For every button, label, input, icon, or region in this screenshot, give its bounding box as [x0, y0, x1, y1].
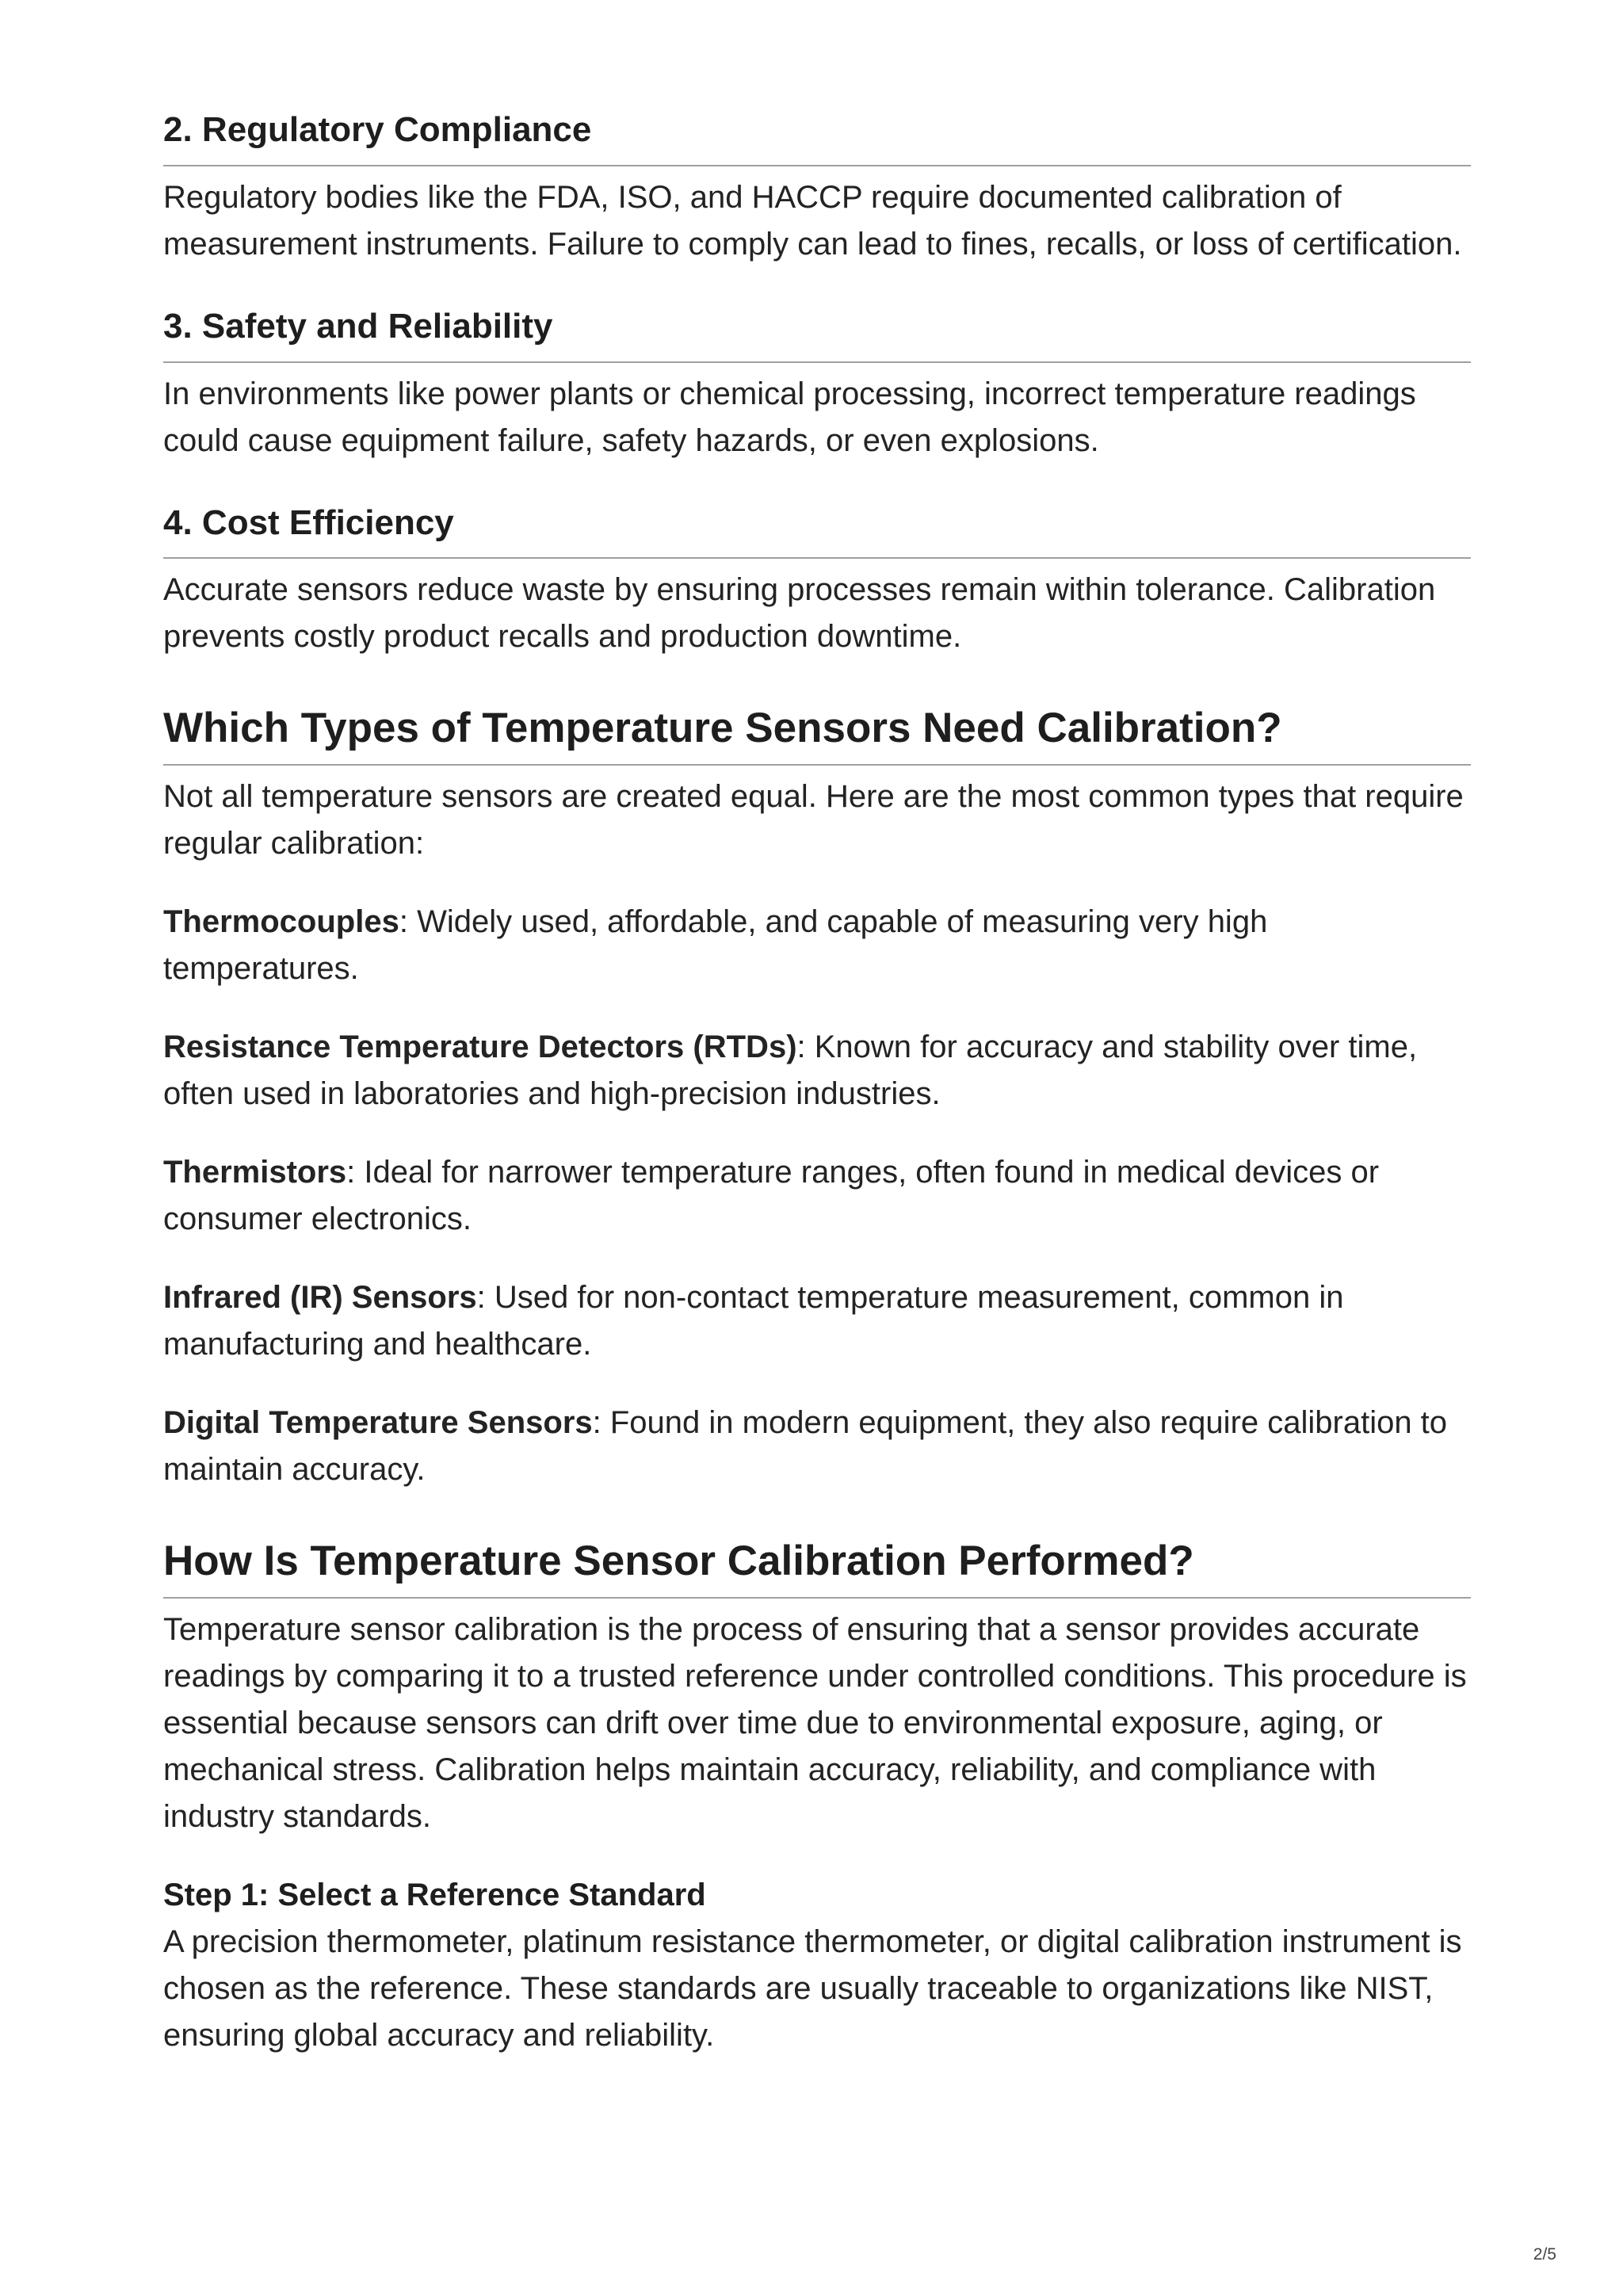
section-heading: 3. Safety and Reliability [163, 306, 1471, 363]
step-body: A precision thermometer, platinum resistance thermometer, or digital calibration instrument is chosen as the reference. These standards are usually traceable to organizations like NIST, ensuring global accuracy and reliability. [163, 1924, 1462, 2053]
section-body: Regulatory bodies like the FDA, ISO, and HACCP require documented calibration of measurement instruments. Failure to comply can lead to fines, recalls, or loss of certification. [163, 179, 1462, 262]
sensor-type-term: Thermistors [163, 1154, 347, 1190]
sensor-type-desc: : Ideal for narrower temperature ranges, often found in medical devices or consumer electronics. [163, 1154, 1380, 1236]
sensor-type-item [163, 1274, 1471, 1368]
section-heading: Which Types of Temperature Sensors Need Calibration? [163, 703, 1471, 766]
section-sensor-types [163, 703, 1471, 1493]
sensor-type-term: Resistance Temperature Detectors (RTDs) [163, 1029, 797, 1064]
section-intro: Not all temperature sensors are created equal. Here are the most common types that require regular calibration: [163, 778, 1464, 861]
sensor-type-item [163, 1149, 1471, 1243]
sensor-type-item [163, 1400, 1471, 1493]
section-calibration-process [163, 1536, 1471, 2059]
section-heading: 2. Regulatory Compliance [163, 109, 1471, 166]
sensor-type-desc: : Widely used, affordable, and capable of measuring very high temperatures. [163, 904, 1268, 986]
step-title: Step 1: Select a Reference Standard [163, 1877, 706, 1912]
page-number: 2/5 [1533, 2245, 1556, 2264]
sensor-type-term: Thermocouples [163, 904, 399, 939]
section-heading: 4. Cost Efficiency [163, 502, 1471, 560]
section-heading: How Is Temperature Sensor Calibration Performed? [163, 1536, 1471, 1599]
sensor-type-desc: : Known for accuracy and stability over time, often used in laboratories and high-precision industries. [163, 1029, 1418, 1111]
sensor-type-item [163, 899, 1471, 992]
sensor-type-desc: : Found in modern equipment, they also require calibration to maintain accuracy. [163, 1404, 1448, 1487]
section-body: Accurate sensors reduce waste by ensuring processes remain within tolerance. Calibration prevents costly product recalls and production downtime. [163, 572, 1436, 655]
sensor-type-item [163, 1024, 1471, 1117]
section-cost-efficiency [163, 502, 1471, 661]
sensor-type-term: Digital Temperature Sensors [163, 1404, 593, 1440]
sensor-type-desc: : Used for non-contact temperature measurement, common in manufacturing and healthcare. [163, 1279, 1344, 1362]
document-content [163, 109, 1471, 2059]
section-intro: Temperature sensor calibration is the process of ensuring that a sensor provides accurate readings by comparing it to a trusted reference under controlled conditions. This procedure is essential because sensors can drift over time due to environmental exposure, aging, or mechanical stress. Calibration helps maintain accuracy, reliability, and compliance with industry standards. [163, 1611, 1467, 1834]
section-body: In environments like power plants or chemical processing, incorrect temperature readings could cause equipment failure, safety hazards, or even explosions. [163, 376, 1416, 458]
section-regulatory-compliance [163, 109, 1471, 268]
section-safety-reliability [163, 306, 1471, 464]
sensor-type-term: Infrared (IR) Sensors [163, 1279, 477, 1315]
